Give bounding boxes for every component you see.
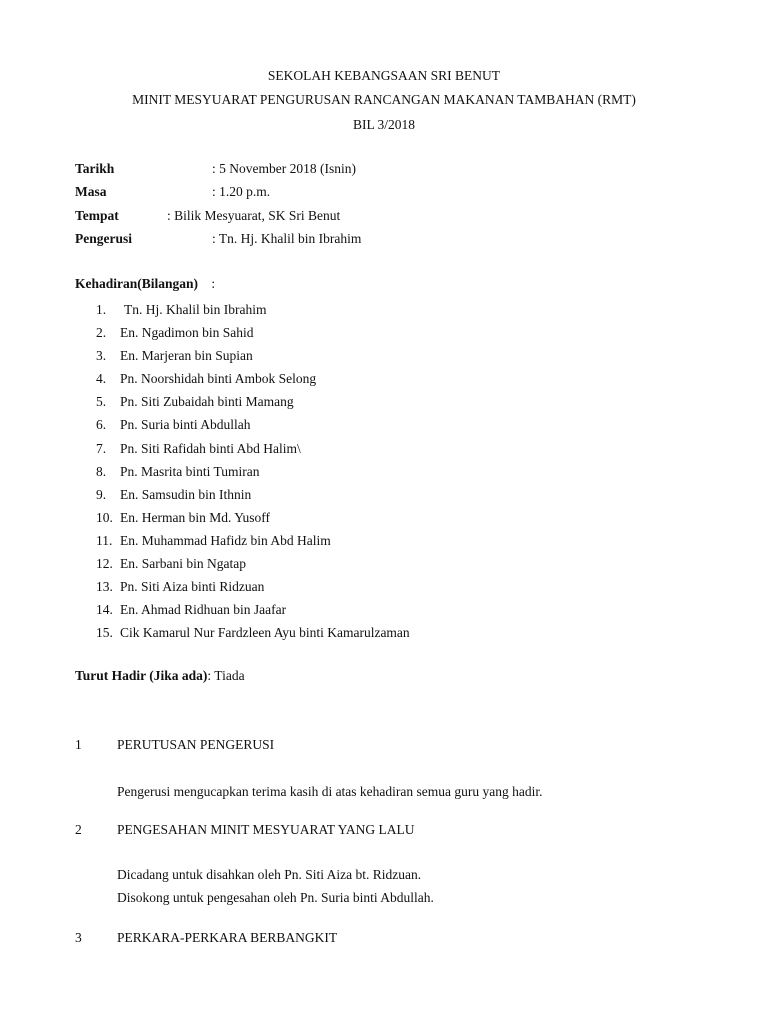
attendee-name: En. Marjeran bin Supian bbox=[120, 348, 253, 364]
list-item bbox=[96, 552, 410, 575]
list-number: 13. bbox=[96, 579, 113, 595]
meta-row-tarikh bbox=[75, 161, 675, 177]
list-item bbox=[96, 460, 410, 483]
attendance-colon: : bbox=[211, 276, 216, 291]
list-item bbox=[96, 506, 410, 529]
list-number: 7. bbox=[96, 440, 107, 456]
attendee-name: En. Muhammad Hafidz bin Abd Halim bbox=[120, 532, 331, 548]
attendee-name: Tn. Hj. Khalil bin Ibrahim bbox=[124, 302, 267, 317]
list-item bbox=[96, 598, 410, 621]
list-item bbox=[96, 575, 410, 598]
meta-row-tempat bbox=[75, 208, 675, 224]
list-item bbox=[96, 413, 410, 436]
section-paragraph: Pengerusi mengucapkan terima kasih di atas kehadiran semua guru yang hadir. bbox=[117, 784, 543, 799]
attendee-name: Pn. Siti Zubaidah binti Mamang bbox=[120, 394, 294, 410]
attendee-name: Cik Kamarul Nur Fardzleen Ayu binti Kamarulzaman bbox=[120, 625, 410, 641]
section-title: PERKARA-PERKARA BERBANGKIT bbox=[117, 930, 338, 945]
meta-value: : Tn. Hj. Khalil bin Ibrahim bbox=[212, 231, 362, 246]
list-number: 15. bbox=[96, 625, 113, 641]
list-item bbox=[96, 321, 410, 344]
attendee-name: Pn. Noorshidah binti Ambok Selong bbox=[120, 371, 317, 387]
meta-label: Pengerusi bbox=[75, 231, 132, 246]
list-number: 4. bbox=[96, 371, 107, 387]
list-item bbox=[96, 483, 410, 506]
list-number: 14. bbox=[96, 602, 113, 618]
list-number: 2. bbox=[96, 325, 107, 341]
list-number: 6. bbox=[96, 417, 107, 433]
attendee-name: En. Ngadimon bin Sahid bbox=[120, 325, 254, 341]
list-number: 8. bbox=[96, 463, 107, 479]
turut-hadir-label: Turut Hadir (Jika ada) bbox=[75, 668, 208, 683]
turut-hadir bbox=[75, 668, 245, 684]
section-title: PENGESAHAN MINIT MESYUARAT YANG LALU bbox=[117, 822, 415, 837]
list-item bbox=[96, 529, 410, 552]
section-paragraph: Dicadang untuk disahkan oleh Pn. Siti Aiza bt. Ridzuan. bbox=[117, 867, 422, 882]
attendee-name: Pn. Suria binti Abdullah bbox=[120, 417, 251, 433]
list-item bbox=[96, 367, 410, 390]
attendance-heading bbox=[75, 276, 215, 292]
list-item bbox=[96, 621, 410, 644]
meta-label: Masa bbox=[75, 184, 107, 199]
section-number: 3 bbox=[75, 930, 82, 945]
attendance-list bbox=[96, 298, 410, 644]
list-number: 12. bbox=[96, 556, 113, 572]
section-title: PERUTUSAN PENGERUSI bbox=[117, 737, 275, 752]
list-item bbox=[96, 344, 410, 367]
meta-value: : Bilik Mesyuarat, SK Sri Benut bbox=[167, 208, 341, 223]
meta-row-pengerusi bbox=[75, 231, 675, 247]
list-item bbox=[96, 437, 410, 460]
section-number: 1 bbox=[75, 737, 82, 752]
meta-label: Tempat bbox=[75, 208, 119, 223]
attendee-name: En. Samsudin bin Ithnin bbox=[120, 486, 252, 502]
meta-row-masa bbox=[75, 184, 675, 200]
list-number: 10. bbox=[96, 509, 113, 525]
section-number: 2 bbox=[75, 822, 82, 837]
list-number: 5. bbox=[96, 394, 107, 410]
minutes-title: MINIT MESYUARAT PENGURUSAN RANCANGAN MAKANAN TAMBAHAN (RMT) bbox=[132, 92, 636, 107]
meta-label: Tarikh bbox=[75, 161, 115, 176]
list-item bbox=[96, 390, 410, 413]
turut-hadir-value: : Tiada bbox=[207, 668, 245, 683]
attendance-title: Kehadiran(Bilangan) bbox=[75, 276, 199, 291]
attendee-name: En. Ahmad Ridhuan bin Jaafar bbox=[120, 602, 287, 618]
attendee-name: En. Herman bin Md. Yusoff bbox=[120, 509, 270, 525]
attendee-name: Pn. Siti Rafidah binti Abd Halim\ bbox=[120, 440, 301, 456]
section-paragraph: Disokong untuk pengesahan oleh Pn. Suria binti Abdullah. bbox=[117, 890, 434, 905]
list-number: 9. bbox=[96, 486, 107, 502]
attendee-name: Pn. Masrita binti Tumiran bbox=[120, 463, 260, 479]
list-number: 11. bbox=[96, 532, 113, 548]
meta-value: : 5 November 2018 (Isnin) bbox=[212, 161, 356, 176]
meta-value: : 1.20 p.m. bbox=[212, 184, 271, 199]
attendee-name: Pn. Siti Aiza binti Ridzuan bbox=[120, 579, 265, 595]
school-name: SEKOLAH KEBANGSAAN SRI BENUT bbox=[267, 68, 501, 83]
meeting-number: BIL 3/2018 bbox=[352, 117, 416, 132]
list-item bbox=[96, 298, 410, 321]
list-number: 3. bbox=[96, 348, 107, 364]
list-number: 1. bbox=[96, 302, 107, 317]
attendee-name: En. Sarbani bin Ngatap bbox=[120, 556, 246, 572]
